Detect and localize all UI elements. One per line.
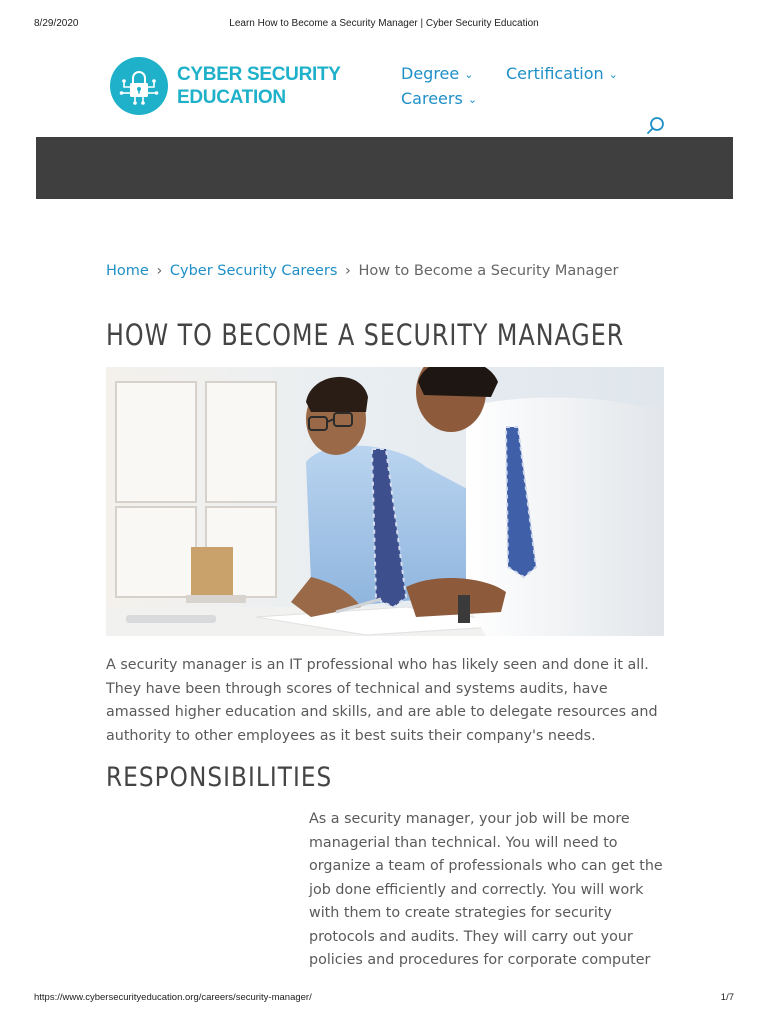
breadcrumb-careers-link[interactable]: Cyber Security Careers	[169, 263, 338, 279]
breadcrumb	[106, 263, 618, 279]
nav-item-careers[interactable]	[401, 89, 477, 108]
logo-line-2: EDUCATION	[177, 87, 286, 108]
nav-item-label: Careers	[401, 89, 463, 108]
breadcrumb-current: How to Become a Security Manager	[358, 263, 619, 279]
padlock-circuit-icon	[110, 57, 168, 115]
page-title: HOW TO BECOME A SECURITY MANAGER	[106, 318, 625, 352]
header-banner-bar	[36, 137, 733, 199]
search-icon[interactable]	[646, 116, 666, 136]
print-date: 8/29/2020	[34, 18, 79, 29]
breadcrumb-home-link[interactable]: Home	[106, 263, 149, 279]
breadcrumb-separator: ›	[156, 263, 163, 279]
hero-image	[106, 367, 664, 636]
intro-paragraph: A security manager is an IT professional who has likely seen and done it all. They have been through scores of technical and systems audits, have amassed higher education and skills, and are able to delegate resources and authority to other employees as it best suits their company's needs.	[106, 657, 658, 744]
nav-item-label: Degree	[401, 64, 460, 83]
print-page-title: Learn How to Become a Security Manager | Cyber Security Education	[229, 18, 539, 29]
logo-wordmark	[177, 63, 341, 109]
responsibilities-paragraph: As a security manager, your job will be more managerial than technical. You will need to organize a team of professionals who can get the job done efficiently and correctly. You will work with them to create strategies for security protocols and audits. They will carry out your policies and procedures for corporate computer	[309, 811, 663, 968]
chevron-down-icon: ⌄	[467, 93, 478, 106]
site-logo[interactable]	[110, 57, 341, 115]
print-page-number: 1/7	[720, 992, 734, 1003]
print-url: https://www.cybersecurityeducation.org/careers/security-manager/	[34, 992, 312, 1003]
section-title-responsibilities: RESPONSIBILITIES	[106, 762, 333, 793]
nav-item-certification[interactable]	[506, 64, 618, 83]
chevron-down-icon: ⌄	[464, 68, 474, 81]
nav-item-label: Certification	[506, 64, 604, 83]
breadcrumb-separator: ›	[345, 263, 351, 279]
logo-line-1: CYBER SECURITY	[177, 64, 341, 85]
nav-item-degree[interactable]	[401, 64, 473, 83]
chevron-down-icon: ⌄	[608, 68, 618, 81]
